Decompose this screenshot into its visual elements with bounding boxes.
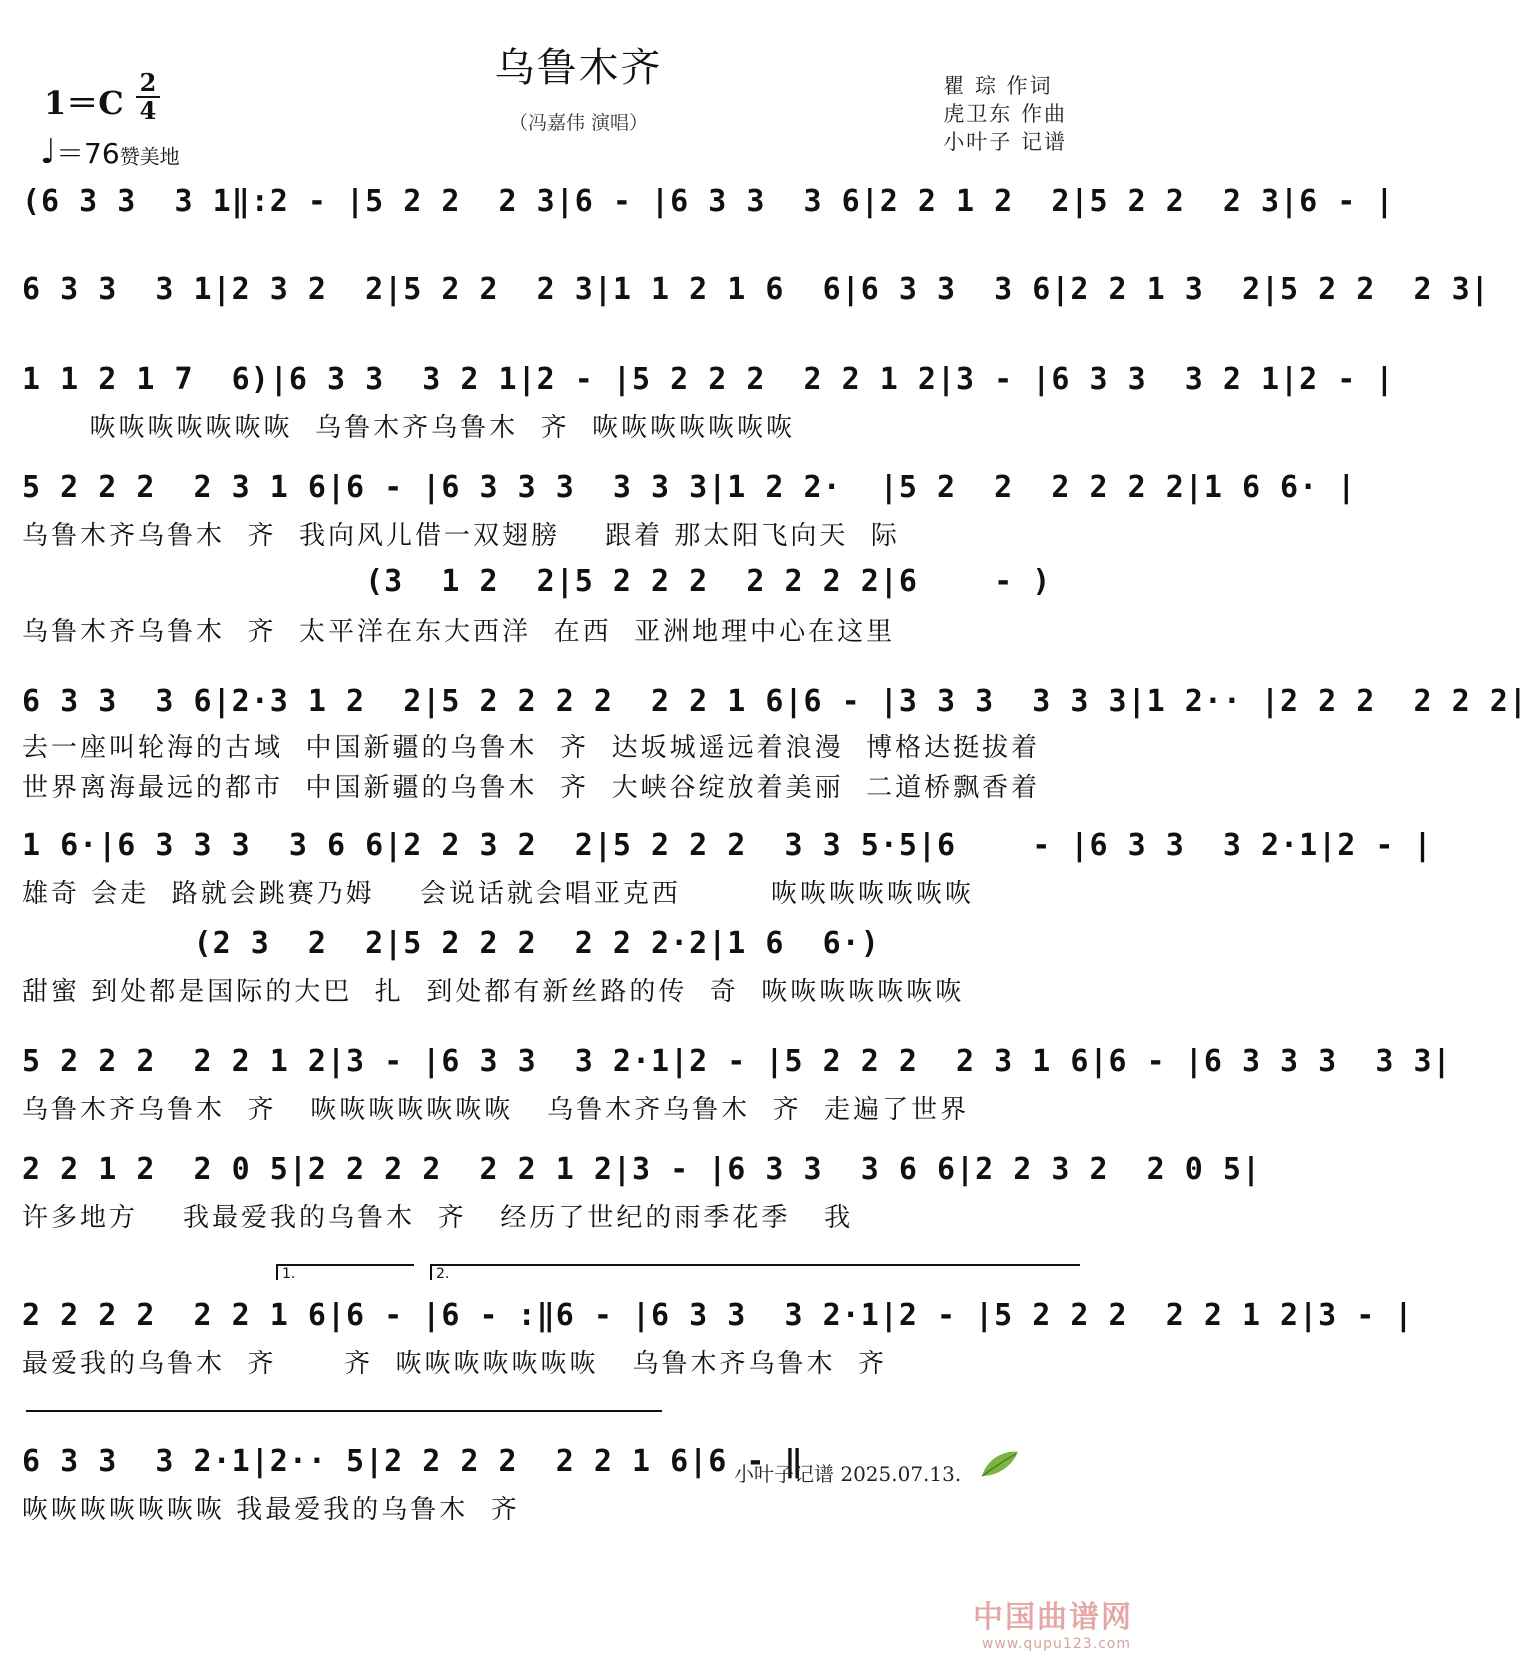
second-ending-bracket [430,1264,1080,1280]
lyricist: 瞿 琮 作词 [943,74,1053,98]
first-ending-bracket [276,1264,414,1280]
site-watermark: 中国曲谱网 [973,1600,1133,1635]
staff-notes-8: (2 3 2 2|5 2 2 2 2 2 2·2|1 6 6·) [22,926,880,961]
time-top: 2 [139,68,157,97]
lyrics-5: 乌鲁木齐乌鲁木 齐 太平洋在东大西洋 在西 亚洲地理中心在这里 [22,617,896,647]
staff-notes-11: 2 2 2 2 2 2 1 6|6 - |6 - :‖6 - |6 3 3 3 2·1|2 - |5 2 2 2 2 2 1 2|3 - | [22,1298,1414,1333]
time-bottom: 4 [136,96,160,124]
lyrics-4: 乌鲁木齐乌鲁木 齐 我向风儿借一双翅膀 跟着 那太阳飞向天 际 [22,521,900,551]
staff-notes-7: 1 6·|6 3 3 3 3 6 6|2 2 3 2 2|5 2 2 2 3 3 5·5|6 - |6 3 3 3 2·1|2 - | [22,828,1433,863]
transcriber: 小叶子 记谱 [943,130,1067,154]
singer-credit: （冯嘉伟 演唱） [508,112,649,134]
time-signature [136,70,160,124]
lyrics-11: 最爱我的乌鲁木 齐 齐 咴咴咴咴咴咴咴 乌鲁木齐乌鲁木 齐 [22,1349,887,1379]
site-watermark-url: www.qupu123.com [981,1636,1131,1652]
staff-notes-10: 2 2 1 2 2 0 5|2 2 2 2 2 2 1 2|3 - |6 3 3 3 6 6|2 2 3 2 2 0 5| [22,1152,1261,1187]
staff-notes-9: 5 2 2 2 2 2 1 2|3 - |6 3 3 3 2·1|2 - |5 2 2 2 2 3 1 6|6 - |6 3 3 3 3 3| [22,1044,1452,1079]
lyrics-12: 咴咴咴咴咴咴咴 我最爱我的乌鲁木 齐 [22,1495,520,1525]
lyrics-7: 雄奇 会走 路就会跳赛乃姆 会说话就会唱亚克西 咴咴咴咴咴咴咴 [22,879,974,909]
staff-notes-2: 6 3 3 3 1|2 3 2 2|5 2 2 2 3|1 1 2 1 6 6|6 3 3 3 6|2 2 1 3 2|5 2 2 2 3| [22,272,1490,307]
lyrics-6b: 世界离海最远的都市 中国新疆的乌鲁木 齐 大峡谷绽放着美丽 二道桥飘香着 [22,773,1041,803]
staff-notes-12: 6 3 3 3 2·1|2·· 5|2 2 2 2 2 2 1 6|6 - ‖ [22,1444,804,1479]
composer: 虎卫东 作曲 [943,102,1067,126]
staff-notes-1: (6 3 3 3 1‖:2 - |5 2 2 2 3|6 - |6 3 3 3 6|2 2 1 2 2|5 2 2 2 3|6 - | [22,184,1395,219]
lyrics-6a: 去一座叫轮海的古域 中国新疆的乌鲁木 齐 达坂城遥远着浪漫 博格达挺拔着 [22,733,1041,763]
tempo-marking [40,132,180,172]
tempo-value: ＝76 [56,137,120,170]
lyrics-9: 乌鲁木齐乌鲁木 齐 咴咴咴咴咴咴咴 乌鲁木齐乌鲁木 齐 走遍了世界 [22,1095,970,1125]
staff-notes-4: 5 2 2 2 2 3 1 6|6 - |6 3 3 3 3 3 3|1 2 2· |5 2 2 2 2 2 2|1 6 6· | [22,470,1357,505]
second-ending-label: 2. [436,1266,450,1282]
staff-notes-6: 6 3 3 3 6|2·3 1 2 2|5 2 2 2 2 2 2 1 6|6 - |3 3 3 3 3 3|1 2·· |2 2 2 2 2 2| [22,684,1528,719]
tempo-style: 赞美地 [119,144,180,169]
staff-notes-5: (3 1 2 2|5 2 2 2 2 2 2 2|6 - ) [22,564,1052,599]
coda-line [26,1410,662,1412]
lyrics-3: 咴咴咴咴咴咴咴 乌鲁木齐乌鲁木 齐 咴咴咴咴咴咴咴 [22,413,796,443]
lyrics-8: 甜蜜 到处都是国际的大巴 扎 到处都有新丝路的传 奇 咴咴咴咴咴咴咴 [22,977,965,1007]
credits [943,72,1067,156]
key-signature: 1＝C [44,84,124,122]
transcription-note: 小叶子记谱 2025.07.13. [734,1462,962,1486]
lyrics-10: 许多地方 我最爱我的乌鲁木 齐 经历了世纪的雨季花季 我 [22,1203,854,1233]
song-title: 乌鲁木齐 [494,45,663,91]
first-ending-label: 1. [282,1266,296,1282]
staff-notes-3: 1 1 2 1 7 6)|6 3 3 3 2 1|2 - |5 2 2 2 2 2 1 2|3 - |6 3 3 3 2 1|2 - | [22,362,1395,397]
quarter-note-icon: ♩ [40,132,57,172]
leaf-icon [978,1446,1022,1486]
